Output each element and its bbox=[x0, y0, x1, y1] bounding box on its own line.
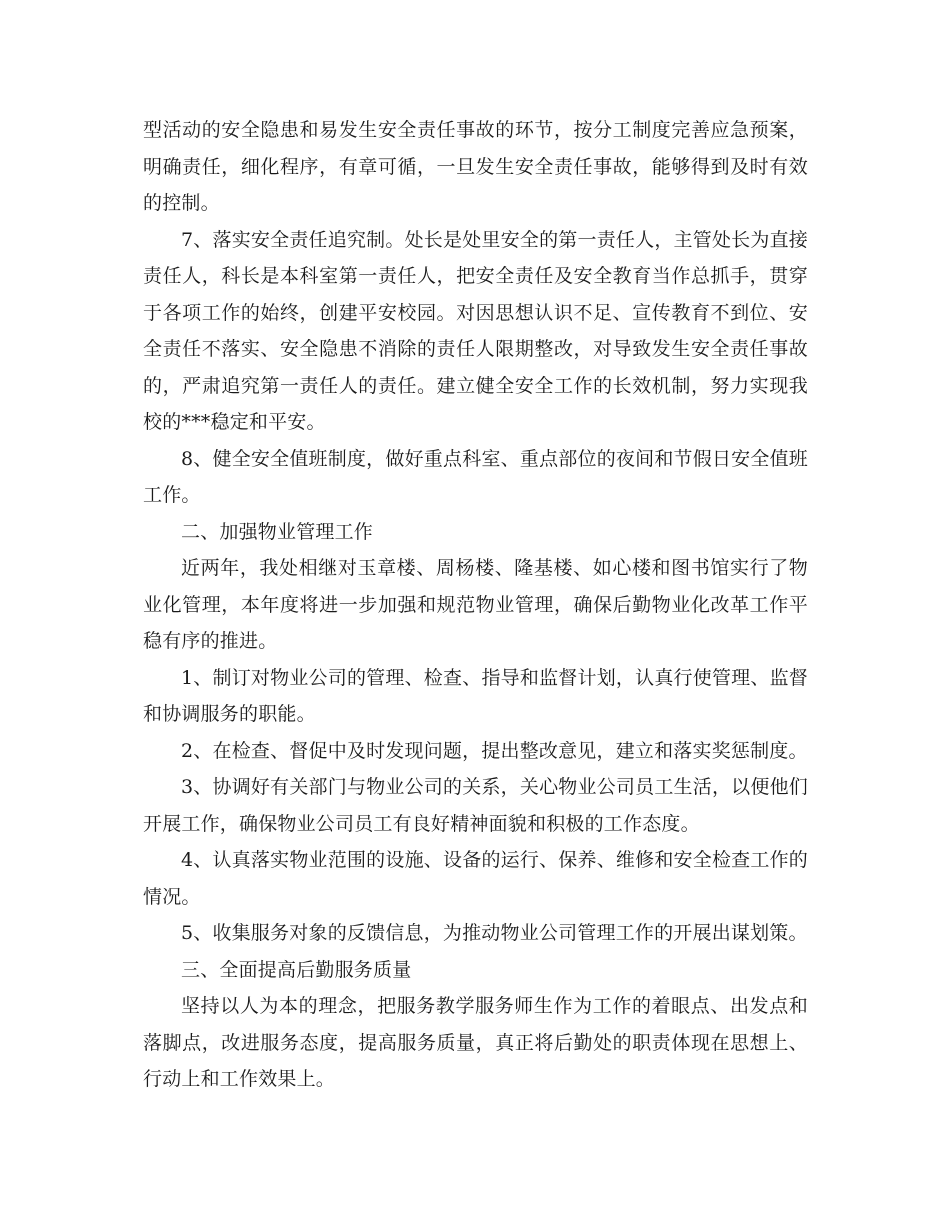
paragraph-item-1-supervision-plan: 1、制订对物业公司的管理、检查、指导和监督计划，认真行使管理、监督和协调服务的职能。 bbox=[143, 666, 808, 725]
paragraph-continued-contingency-plan: 型活动的安全隐患和易发生安全责任事故的环节，按分工制度完善应急预案，明确责任，细化程序，有章可循，一旦发生安全责任事故，能够得到及时有效的控制。 bbox=[143, 119, 808, 214]
section-heading-property-management: 二、加强物业管理工作 bbox=[181, 520, 374, 543]
paragraph-item-3-coordination: 3、协调好有关部门与物业公司的关系，关心物业公司员工生活，以便他们开展工作，确保物业公司员工有良好精神面貌和积极的工作态度。 bbox=[143, 776, 808, 835]
paragraph-item-7-accountability: 7、落实安全责任追究制。处长是处里安全的第一责任人，主管处长为直接责任人，科长是本科室第一责任人，把安全责任及安全教育当作总抓手，贯穿于各项工作的始终，创建平安校园。对因思想认识不足、宣传教育不到位、安全责任不落实、安全隐患不消除的责任人限期整改，对导致发生安全责任事故的，严肃追究第一责任人的责任。建立健全安全工作的长效机制，努力实现我校的***稳定和平安。 bbox=[143, 228, 808, 433]
section-heading-service-quality: 三、全面提高后勤服务质量 bbox=[181, 958, 412, 981]
paragraph-item-2-inspection: 2、在检查、督促中及时发现问题，提出整改意见，建立和落实奖惩制度。 bbox=[181, 739, 808, 762]
paragraph-property-management-intro: 近两年，我处相继对玉章楼、周杨楼、隆基楼、如心楼和图书馆实行了物业化管理，本年度将进一步加强和规范物业管理，确保后勤物业化改革工作平稳有序的推进。 bbox=[143, 557, 808, 652]
document-body bbox=[143, 112, 808, 1098]
paragraph-service-quality-body: 坚持以人为本的理念，把服务教学服务师生作为工作的着眼点、出发点和落脚点，改进服务态度，提高服务质量，真正将后勤处的职责体现在思想上、行动上和工作效果上。 bbox=[143, 995, 808, 1090]
paragraph-item-4-facilities: 4、认真落实物业范围的设施、设备的运行、保养、维修和安全检查工作的情况。 bbox=[143, 849, 808, 908]
paragraph-item-5-feedback: 5、收集服务对象的反馈信息，为推动物业公司管理工作的开展出谋划策。 bbox=[181, 922, 808, 944]
paragraph-item-8-duty-system: 8、健全安全值班制度，做好重点科室、重点部位的夜间和节假日安全值班工作。 bbox=[143, 447, 808, 506]
